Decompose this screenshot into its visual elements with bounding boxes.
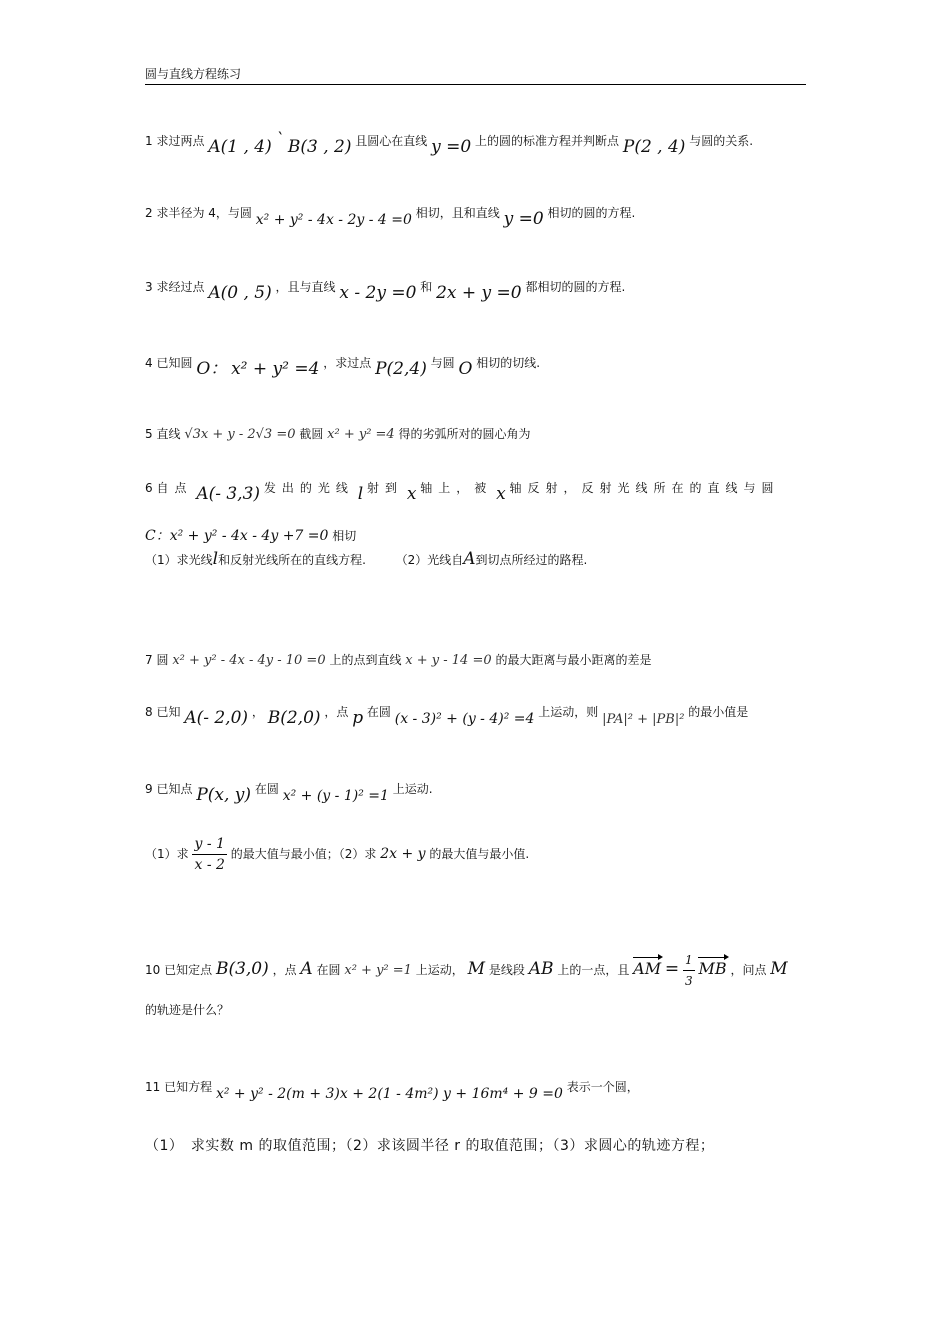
question-10-line-2	[145, 1000, 229, 1020]
question-8	[145, 701, 749, 728]
q1-text-1: 求过两点	[156, 134, 205, 148]
q7-circle: x² + y² - 4x - 4y - 10 =0	[172, 653, 326, 668]
q8-text-4: 在圆	[366, 705, 391, 719]
q9-text-1: 已知点	[156, 782, 193, 796]
q1-text-4: 与圆的关系.	[689, 134, 754, 148]
q1-line: y =0	[431, 137, 472, 157]
question-3	[145, 276, 626, 303]
q10-fraction-numerator: 1	[683, 950, 695, 971]
q2-circle: x² + y² - 4x - 2y - 4 =0	[255, 212, 412, 228]
page-header	[145, 64, 806, 85]
q7-text-3: 的最大距离与最小距离的差是	[495, 653, 652, 667]
q10-text-2: ，点	[272, 963, 297, 977]
question-10	[145, 950, 788, 991]
q9-part1-text-a: （1）求	[145, 847, 189, 861]
q3-line-1: x - 2y =0	[339, 283, 417, 303]
q1-number: 1	[145, 134, 153, 148]
q7-text-1: 圆	[156, 653, 169, 667]
q6-circle-c: C：x² + y² - 4x - 4y +7 =0	[145, 528, 329, 544]
q5-number: 5	[145, 427, 153, 441]
q8-point-a: A(- 2,0)	[184, 708, 249, 728]
q6-x-axis-1: x	[406, 484, 417, 504]
q6-part1-text-b: 和反射光线所在的直线方程.	[218, 553, 366, 567]
q9-text-3: 上运动.	[392, 782, 433, 796]
q10-fraction-denominator: 3	[685, 974, 693, 988]
q6-part2-a: A	[463, 549, 476, 569]
q3-text-2: ，且与直线	[275, 280, 336, 294]
q9-fraction	[192, 834, 226, 875]
q6-x-axis-2: x	[496, 484, 506, 504]
question-1	[145, 130, 754, 157]
q9-point-p: P(x, y)	[196, 785, 252, 805]
q3-text-4: 都相切的圆的方程.	[525, 280, 626, 294]
q8-expression: |PA|² + |PB|²	[602, 712, 685, 727]
q10-circle: x² + y² =1	[344, 963, 412, 978]
header-title: 圆与直线方程练习	[145, 67, 242, 81]
q10-text-5: 是线段	[488, 963, 525, 977]
q4-point-p: P(2,4)	[375, 359, 427, 379]
q10-equals: =	[664, 959, 680, 979]
q9-fraction-numerator: y - 1	[192, 834, 226, 855]
question-6	[145, 477, 806, 504]
q11-equation: x² + y² - 2(m + 3)x + 2(1 - 4m²) y + 16m⁴ + 9 =0	[215, 1086, 563, 1102]
question-4	[145, 352, 541, 379]
q7-number: 7	[145, 653, 153, 667]
q10-text-8: 的轨迹是什么？	[145, 1003, 230, 1017]
q5-text-3: 得的劣弧所对的圆心角为	[398, 427, 531, 441]
q9-expression: 2x + y	[380, 846, 426, 862]
q5-line: √3x + y - 2√3 =0	[184, 427, 296, 442]
q4-circle-o: O	[458, 359, 473, 379]
q6-part1-text-a: （1）求光线	[145, 553, 213, 567]
q10-text-1: 已知定点	[164, 963, 213, 977]
q6-point-a: A(- 3,3)	[196, 484, 261, 504]
q8-text-6: 的最小值是	[688, 705, 749, 719]
q6-part1-l: l	[212, 549, 219, 569]
q8-number: 8	[145, 705, 153, 719]
q1-text-2: 且圆心在直线	[355, 134, 428, 148]
q5-text-2: 截圆	[299, 427, 324, 441]
q1-point-a: A(1 , 4)	[208, 137, 272, 157]
q4-number: 4	[145, 356, 153, 370]
q6-text-6: 相切	[332, 529, 357, 543]
q2-text-3: 相切的圆的方程.	[547, 206, 636, 220]
q4-circle-name: O：	[196, 359, 228, 379]
q4-text-2: ，求过点	[323, 356, 372, 370]
q2-line: y =0	[503, 209, 544, 229]
question-11-parts	[145, 1136, 714, 1156]
q10-point-a: A	[300, 959, 313, 979]
q1-point-p: P(2 , 4)	[622, 137, 686, 157]
q10-point-m-2: M	[770, 959, 788, 979]
q10-text-3: 在圆	[316, 963, 341, 977]
q7-text-2: 上的点到直线	[329, 653, 402, 667]
q6-text-1: 自点	[156, 481, 193, 495]
q10-point-m: M	[467, 959, 486, 979]
q11-number: 11	[145, 1080, 161, 1094]
q4-text-4: 相切的切线.	[476, 356, 541, 370]
question-9-parts	[145, 834, 529, 875]
q6-number: 6	[145, 481, 153, 495]
question-11	[145, 1077, 639, 1102]
q10-number: 10	[145, 963, 161, 977]
q6-ray-l: l	[357, 484, 364, 504]
q6-text-3: 射到	[366, 481, 403, 495]
q4-text-1: 已知圆	[156, 356, 193, 370]
question-6-parts	[145, 549, 587, 570]
q3-text-3: 和	[420, 280, 433, 294]
question-9	[145, 778, 433, 805]
q8-circle: (x - 3)² + (y - 4)² =4	[394, 711, 535, 727]
q2-text-2: 相切，且和直线	[415, 206, 500, 220]
q6-part2-text-b: 到切点所经过的路程.	[475, 553, 588, 567]
q5-circle: x² + y² =4	[327, 427, 395, 442]
q8-text-3: ，点	[324, 705, 349, 719]
q6-text-4: 轴上，被	[420, 481, 493, 495]
question-6-line-2	[145, 526, 356, 546]
q10-point-b: B(3,0)	[215, 959, 269, 979]
q3-number: 3	[145, 280, 153, 294]
q8-text-1: 已知	[156, 705, 181, 719]
q8-point-b: B(2,0)	[267, 708, 321, 728]
q3-line-2: 2x + y =0	[436, 283, 522, 303]
q9-fraction-denominator: x - 2	[194, 857, 225, 873]
question-7	[145, 650, 651, 671]
q10-fraction	[683, 950, 695, 991]
q9-text-2: 在圆	[254, 782, 279, 796]
q6-part2-text-a: （2）光线自	[395, 553, 464, 567]
q3-point-a: A(0 , 5)	[208, 283, 272, 303]
q9-part1-text-b: 的最大值与最小值；（2）求	[230, 847, 377, 861]
q10-text-4: 上运动，	[415, 963, 464, 977]
q11-text-1: 已知方程	[164, 1080, 213, 1094]
q7-line: x + y - 14 =0	[405, 653, 492, 668]
q9-number: 9	[145, 782, 153, 796]
q4-text-3: 与圆	[430, 356, 455, 370]
q1-text-3: 上的圆的标准方程并判断点	[475, 134, 620, 148]
q2-number: 2	[145, 206, 153, 220]
q5-text-1: 直线	[156, 427, 181, 441]
q10-vector-mb: MB	[698, 959, 727, 978]
q11-text-2: 表示一个圆，	[566, 1080, 639, 1094]
q6-text-5: 轴反射，反射光线所在的直线与圆	[509, 481, 780, 495]
q3-text-1: 求经过点	[156, 280, 205, 294]
q10-text-7: ，问点	[730, 963, 767, 977]
q8-text-2: ，	[251, 705, 264, 719]
q11-subquestions: （1） 求实数 m 的取值范围；（2）求该圆半径 r 的取值范围；（3）求圆心的轨迹方程；	[145, 1138, 715, 1154]
q1-separator: `	[275, 130, 285, 150]
q8-point-p: p	[352, 708, 364, 728]
q2-text-1: 求半径为 4，与圆	[156, 206, 252, 220]
q8-text-5: 上运动，则	[538, 705, 599, 719]
q10-text-6: 上的一点，且	[557, 963, 630, 977]
q10-segment-ab: AB	[528, 959, 554, 979]
q6-text-2: 发出的光线	[263, 481, 354, 495]
question-2	[145, 202, 636, 229]
q1-point-b: B(3 , 2)	[287, 137, 352, 157]
q4-circle: x² + y² =4	[231, 359, 320, 379]
q10-vector-am: AM	[633, 959, 662, 978]
question-5	[145, 424, 531, 445]
q9-circle: x² + (y - 1)² =1	[282, 788, 389, 804]
q9-part2-text-b: 的最大值与最小值.	[429, 847, 530, 861]
